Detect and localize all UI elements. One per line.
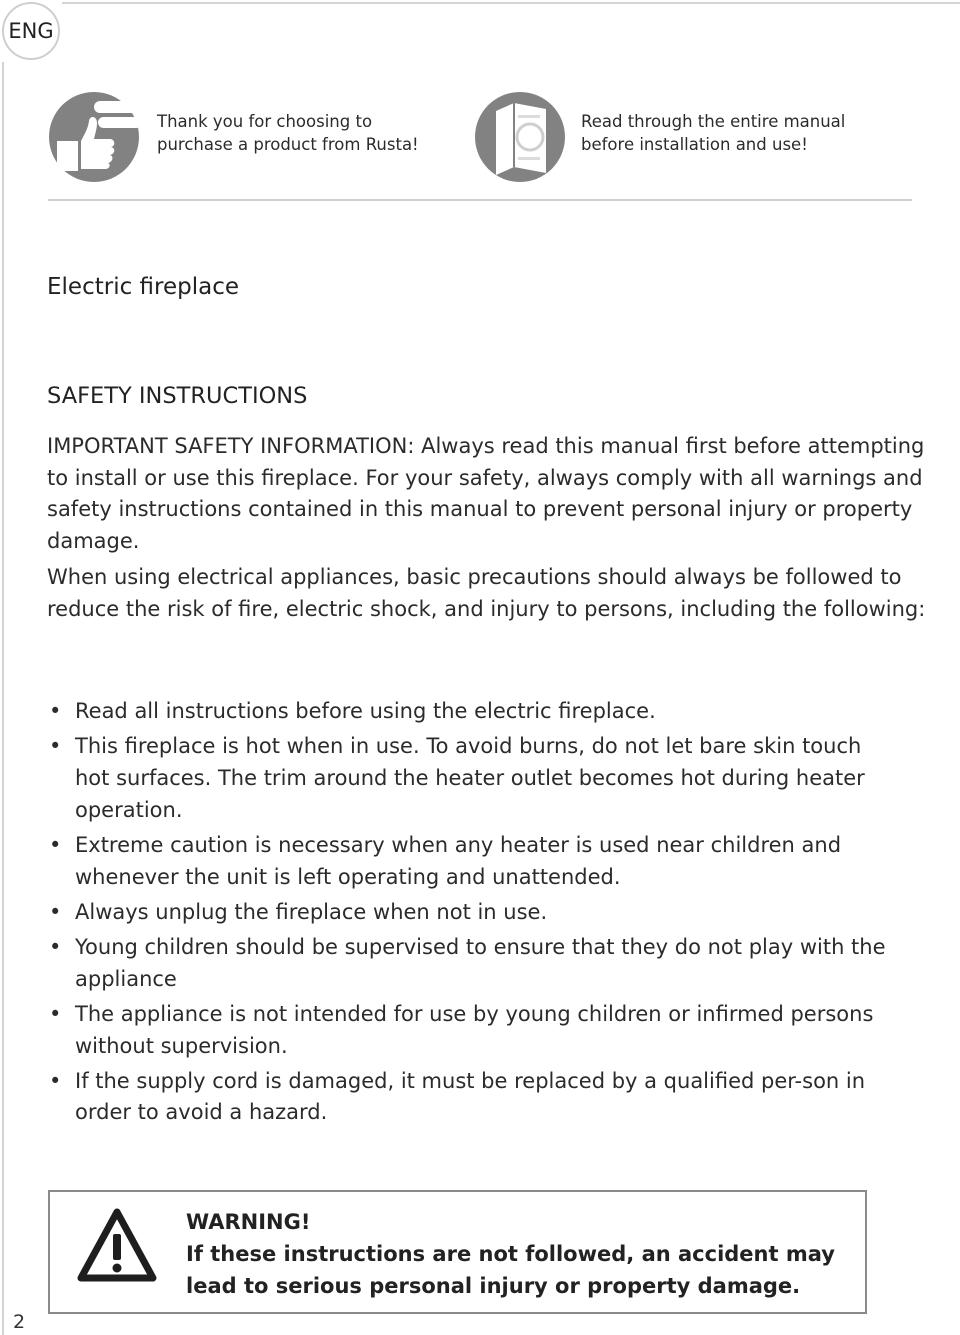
warning-line2: lead to serious personal injury or property damage. bbox=[186, 1274, 801, 1298]
intro-thanks-text bbox=[157, 110, 419, 156]
list-item: • If the supply cord is damaged, it must be replaced by a qualified per-son in order to avoid a hazard. bbox=[47, 1066, 887, 1129]
list-item: • This fireplace is hot when in use. To avoid burns, do not let bare skin touch hot surfaces. The trim around the heater outlet becomes hot during heater operation. bbox=[47, 731, 887, 826]
section-heading: SAFETY INSTRUCTIONS bbox=[47, 383, 308, 409]
intro-thanks-line1: Thank you for choosing to bbox=[157, 112, 373, 131]
intro-read-line1: Read through the entire manual bbox=[581, 112, 846, 131]
intro-read-line2: before installation and use! bbox=[581, 135, 808, 154]
intro-read-text bbox=[581, 110, 845, 156]
page-number: 2 bbox=[13, 1311, 26, 1333]
page-frame-left bbox=[2, 62, 4, 1335]
list-item: • Young children should be supervised to ensure that they do not play with the appliance bbox=[47, 932, 887, 995]
manual-book-icon bbox=[474, 91, 566, 183]
header-divider bbox=[48, 199, 912, 201]
page-frame-top bbox=[62, 2, 960, 4]
list-item: • Always unplug the fireplace when not in use. bbox=[47, 897, 887, 929]
thumbs-up-icon bbox=[48, 91, 140, 183]
list-item: • Read all instructions before using the electric fireplace. bbox=[47, 696, 887, 728]
page-title: Electric fireplace bbox=[47, 274, 240, 300]
warning-heading: WARNING! bbox=[186, 1210, 311, 1234]
language-badge: ENG bbox=[2, 2, 60, 60]
warning-text bbox=[186, 1206, 835, 1302]
safety-bullet-list bbox=[47, 696, 887, 1133]
warning-triangle-icon bbox=[77, 1208, 157, 1282]
list-item: • The appliance is not intended for use by young children or infirmed persons without supervision. bbox=[47, 999, 887, 1062]
safety-paragraph-1: IMPORTANT SAFETY INFORMATION: Always read this manual first before attempting to install or use this fireplace. For your safety, always comply with all warnings and safety instructions contained in this manual to prevent personal injury or property damage. bbox=[47, 434, 925, 554]
intro-thanks-line2: purchase a product from Rusta! bbox=[157, 135, 419, 154]
list-item: • Extreme caution is necessary when any heater is used near children and whenever the unit is left operating and unattended. bbox=[47, 830, 887, 893]
safety-paragraph-2: When using electrical appliances, basic precautions should always be followed to reduce the risk of fire, electric shock, and injury to persons, including the following: bbox=[47, 565, 926, 621]
warning-box bbox=[48, 1190, 867, 1314]
warning-line1: If these instructions are not followed, an accident may bbox=[186, 1242, 835, 1266]
